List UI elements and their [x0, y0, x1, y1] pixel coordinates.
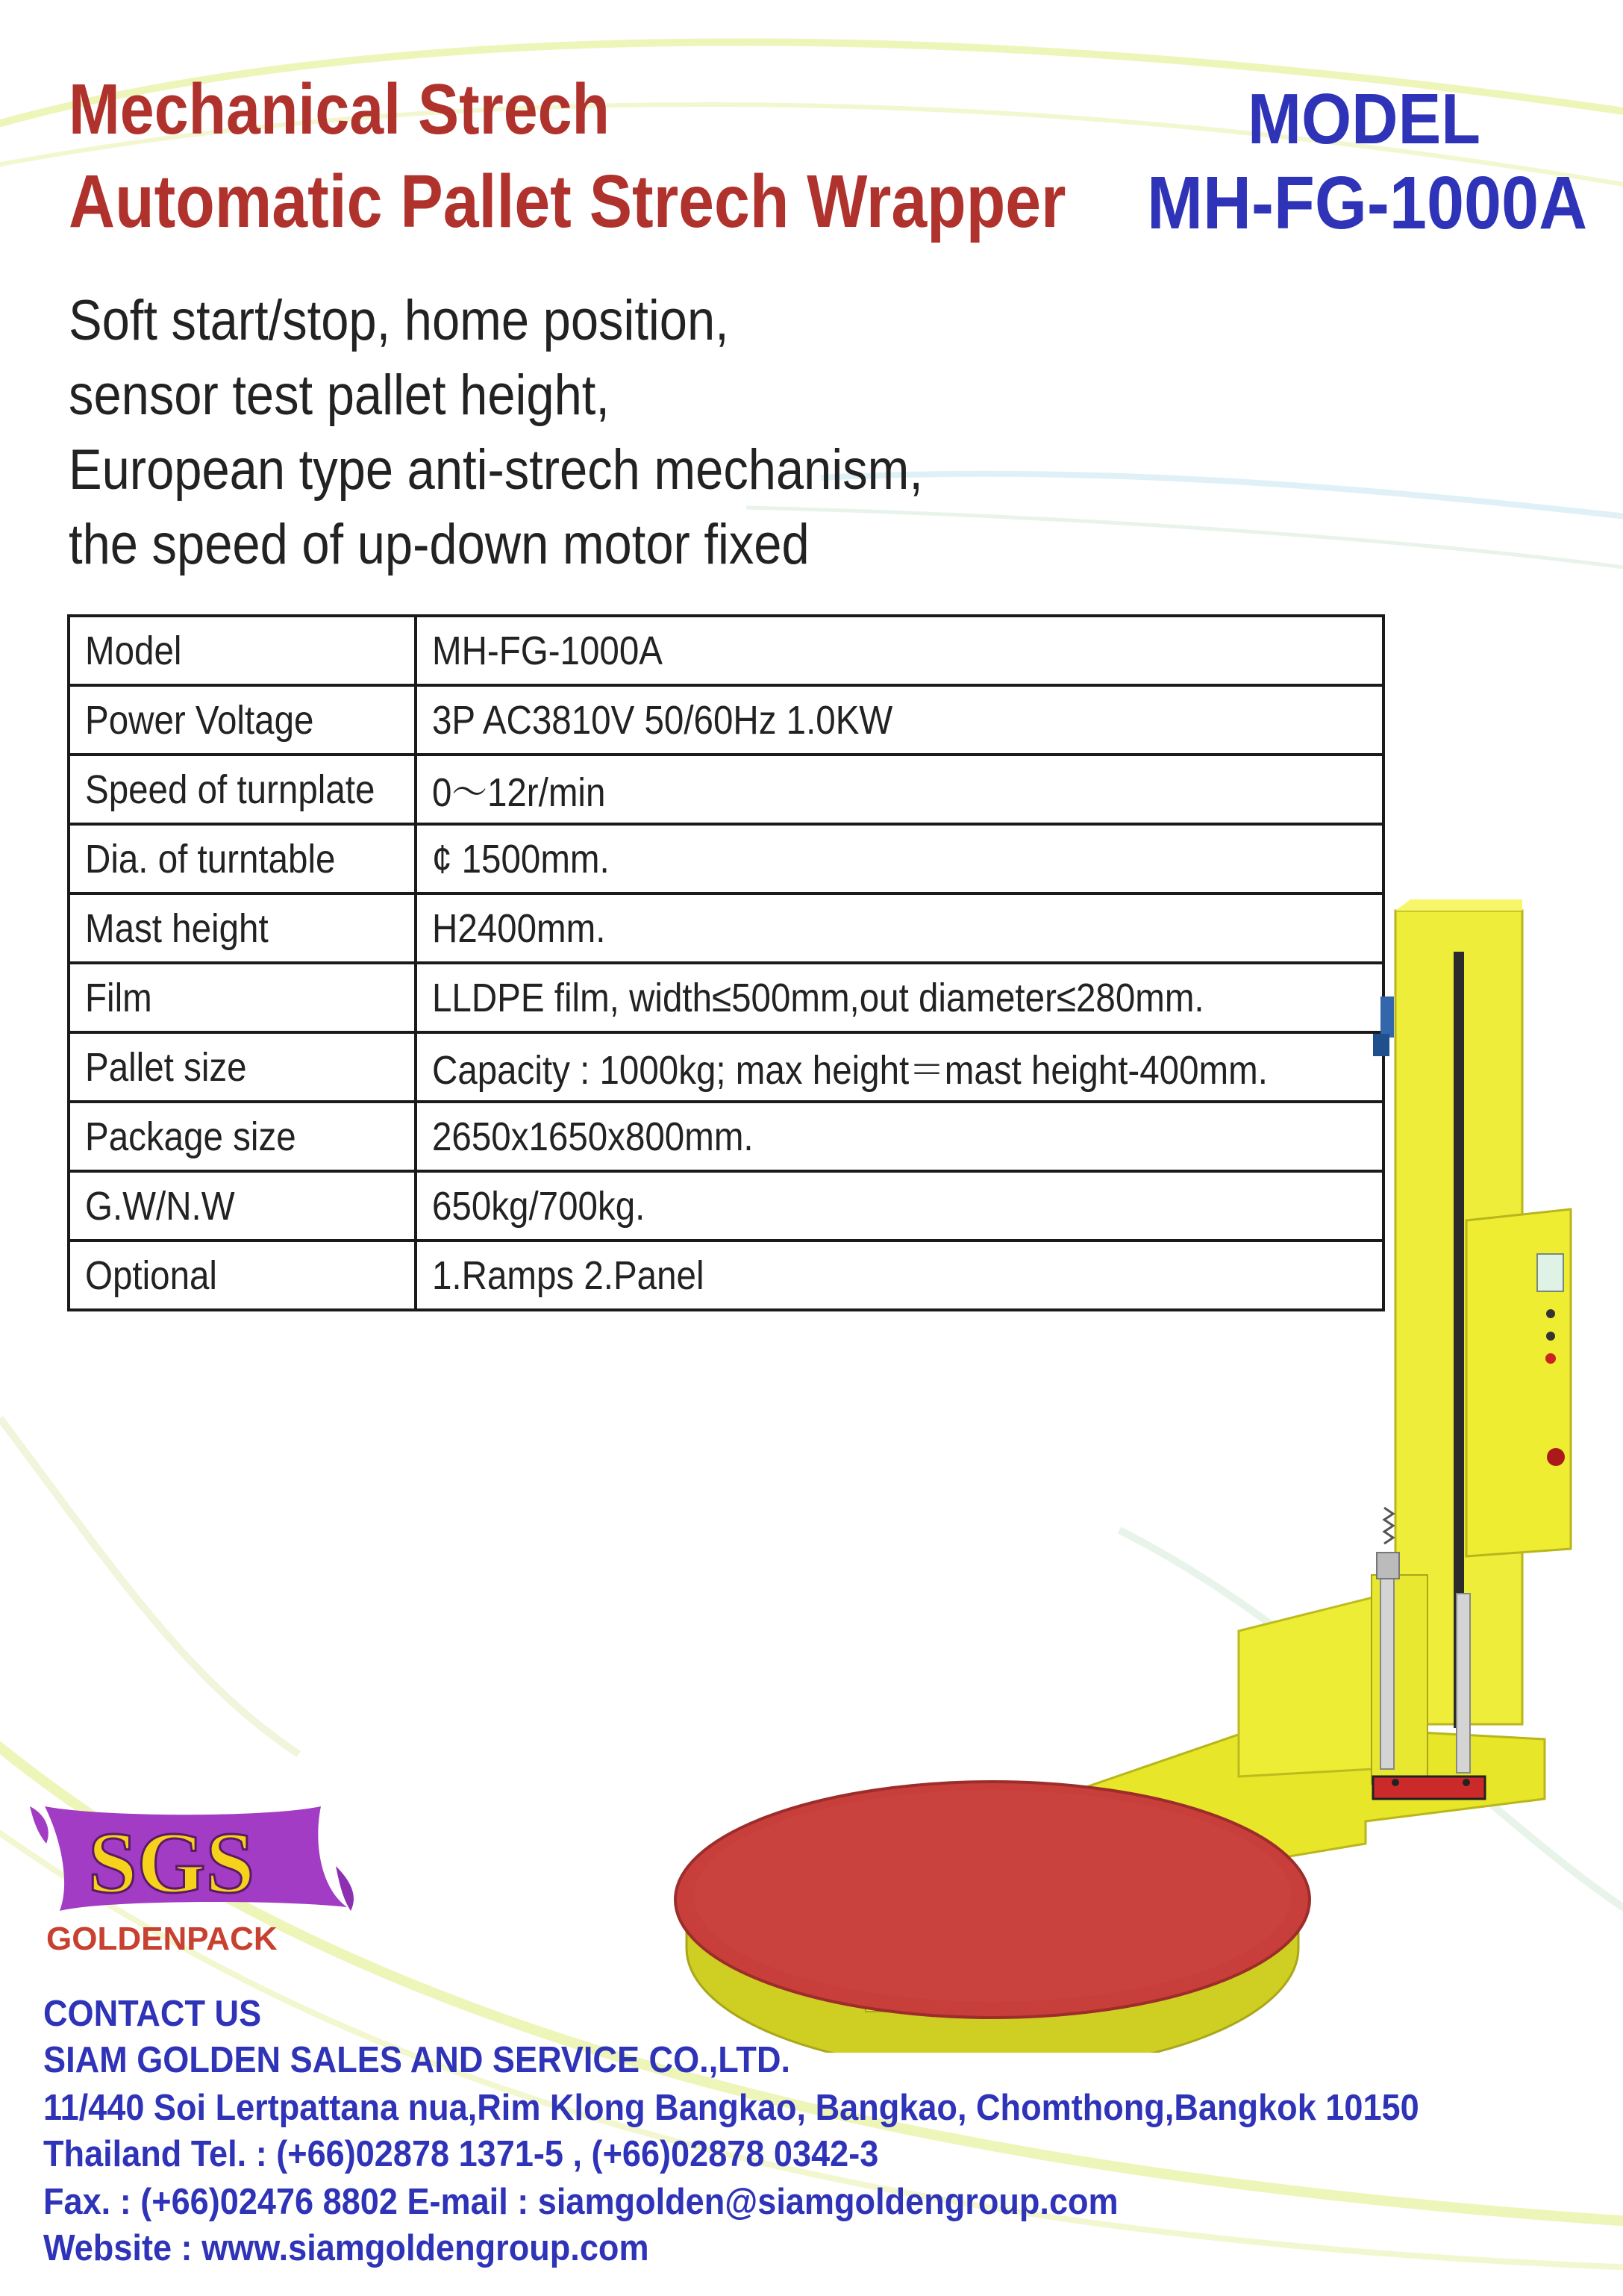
- model-label: MODEL: [1248, 79, 1480, 159]
- spec-value: ¢ 1500mm.: [416, 824, 1383, 893]
- spec-value: 1.Ramps 2.Panel: [416, 1241, 1383, 1310]
- spec-value: 3P AC3810V 50/60Hz 1.0KW: [416, 685, 1383, 755]
- logo-brand-text: SGS: [88, 1814, 255, 1912]
- contact-tel: Thailand Tel. : (+66)02878 1371-5 , (+66)02878 0342-3: [43, 2134, 879, 2174]
- spec-value: H2400mm.: [416, 893, 1383, 963]
- logo-subtitle-text: GOLDENPACK: [46, 1921, 278, 1957]
- spec-value: 0～12r/min: [416, 755, 1383, 824]
- table-row: [69, 755, 1383, 824]
- spec-value: 650kg/700kg.: [416, 1171, 1383, 1241]
- spec-label: Power Voltage: [69, 685, 416, 755]
- spec-value: 2650x1650x800mm.: [416, 1102, 1383, 1171]
- contact-address: 11/440 Soi Lertpattana nua,Rim Klong Bangkao, Bangkao, Chomthong,Bangkok 10150: [43, 2088, 1419, 2128]
- title-line-1: Mechanical Strech: [69, 69, 610, 149]
- sgs-goldenpack-logo: [22, 1795, 381, 1967]
- table-row: [69, 685, 1383, 755]
- feature-line: the speed of up-down motor fixed: [69, 513, 810, 576]
- spec-value: MH-FG-1000A: [416, 616, 1383, 685]
- pallet-wrapper-machine-image: [657, 888, 1623, 2053]
- table-row: [69, 824, 1383, 893]
- feature-line: European type anti-strech mechanism,: [69, 438, 923, 502]
- spec-value: LLDPE film, width≤500mm,out diameter≤280mm.: [416, 963, 1383, 1032]
- contact-fax-email: Fax. : (+66)02476 8802 E-mail : siamgolden@siamgoldengroup.com: [43, 2182, 1119, 2222]
- table-row: [69, 616, 1383, 685]
- spec-label: Package size: [69, 1102, 416, 1171]
- title-line-2: Automatic Pallet Strech Wrapper: [69, 160, 1066, 243]
- contact-heading: CONTACT US: [43, 1994, 262, 2034]
- spec-label: Model: [69, 616, 416, 685]
- contact-company: SIAM GOLDEN SALES AND SERVICE CO.,LTD.: [43, 2040, 791, 2080]
- spec-value: Capacity : 1000kg; max height＝mast height-400mm.: [416, 1032, 1383, 1102]
- feature-line: Soft start/stop, home position,: [69, 289, 729, 352]
- spec-label: Pallet size: [69, 1032, 416, 1102]
- feature-line: sensor test pallet height,: [69, 364, 610, 427]
- spec-label: G.W/N.W: [69, 1171, 416, 1241]
- spec-label: Speed of turnplate: [69, 755, 416, 824]
- contact-website[interactable]: Website : www.siamgoldengroup.com: [43, 2228, 649, 2268]
- spec-label: Dia. of turntable: [69, 824, 416, 893]
- spec-label: Optional: [69, 1241, 416, 1310]
- spec-label: Mast height: [69, 893, 416, 963]
- feature-list: [69, 284, 923, 582]
- model-number: MH-FG-1000A: [1147, 161, 1588, 245]
- spec-label: Film: [69, 963, 416, 1032]
